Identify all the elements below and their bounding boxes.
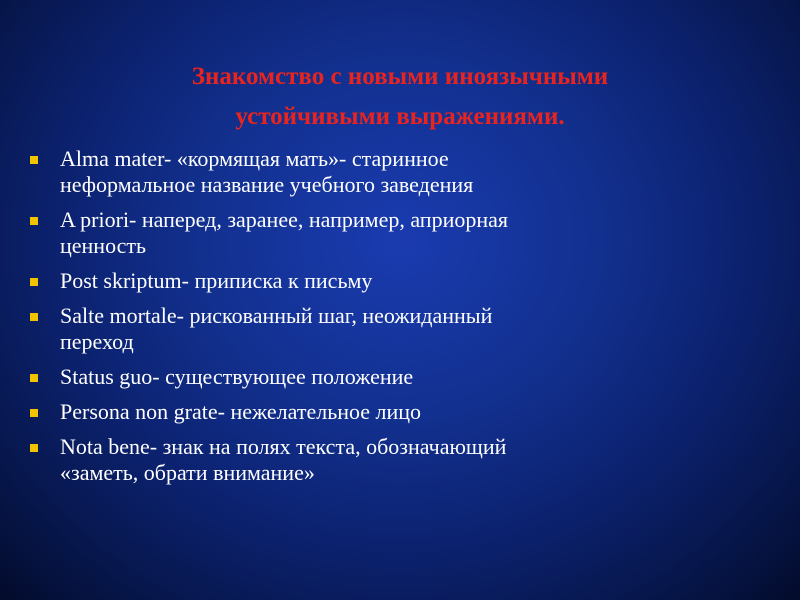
bullet-text-line-2: переход: [60, 329, 134, 354]
bullet-text-line-1: Persona non grate- нежелательное лицо: [60, 399, 422, 424]
bullet-text-line-2: «заметь, обрати внимание»: [60, 460, 315, 485]
square-bullet-icon: [30, 278, 38, 286]
bullet-item-post-skriptum: [28, 268, 773, 294]
square-bullet-icon: [30, 444, 38, 452]
bullet-text-line-2: ценность: [60, 233, 147, 258]
bullet-item-a-priori: [28, 207, 773, 259]
bullet-text-line-2: неформальное название учебного заведения: [60, 172, 474, 197]
square-bullet-icon: [30, 374, 38, 382]
bullet-list: [28, 146, 773, 495]
bullet-text-line-1: Nota bene- знак на полях текста, обозначающий: [60, 434, 507, 459]
square-bullet-icon: [30, 156, 38, 164]
bullet-text-line-1: Post skriptum- приписка к письму: [60, 268, 373, 293]
square-bullet-icon: [30, 217, 38, 225]
bullet-text-line-1: Salte mortale- рискованный шаг, неожиданный: [60, 303, 493, 328]
bullet-item-alma-mater: [28, 146, 773, 198]
slide-title: [60, 57, 740, 137]
bullet-item-salte-mortale: [28, 303, 773, 355]
square-bullet-icon: [30, 313, 38, 321]
slide-title-line-1: Знакомство с новыми иноязычными: [191, 62, 609, 90]
square-bullet-icon: [30, 409, 38, 417]
bullet-text-line-1: A priori- наперед, заранее, например, априорная: [60, 207, 509, 232]
bullet-text-line-1: Alma mater- «кормящая мать»- старинное: [60, 146, 449, 171]
bullet-item-persona-non-grate: [28, 399, 773, 425]
bullet-text-line-1: Status guo- существующее положение: [60, 364, 414, 389]
bullet-item-nota-bene: [28, 434, 773, 486]
slide-title-line-2: устойчивыми выражениями.: [235, 102, 565, 130]
bullet-item-status-guo: [28, 364, 773, 390]
